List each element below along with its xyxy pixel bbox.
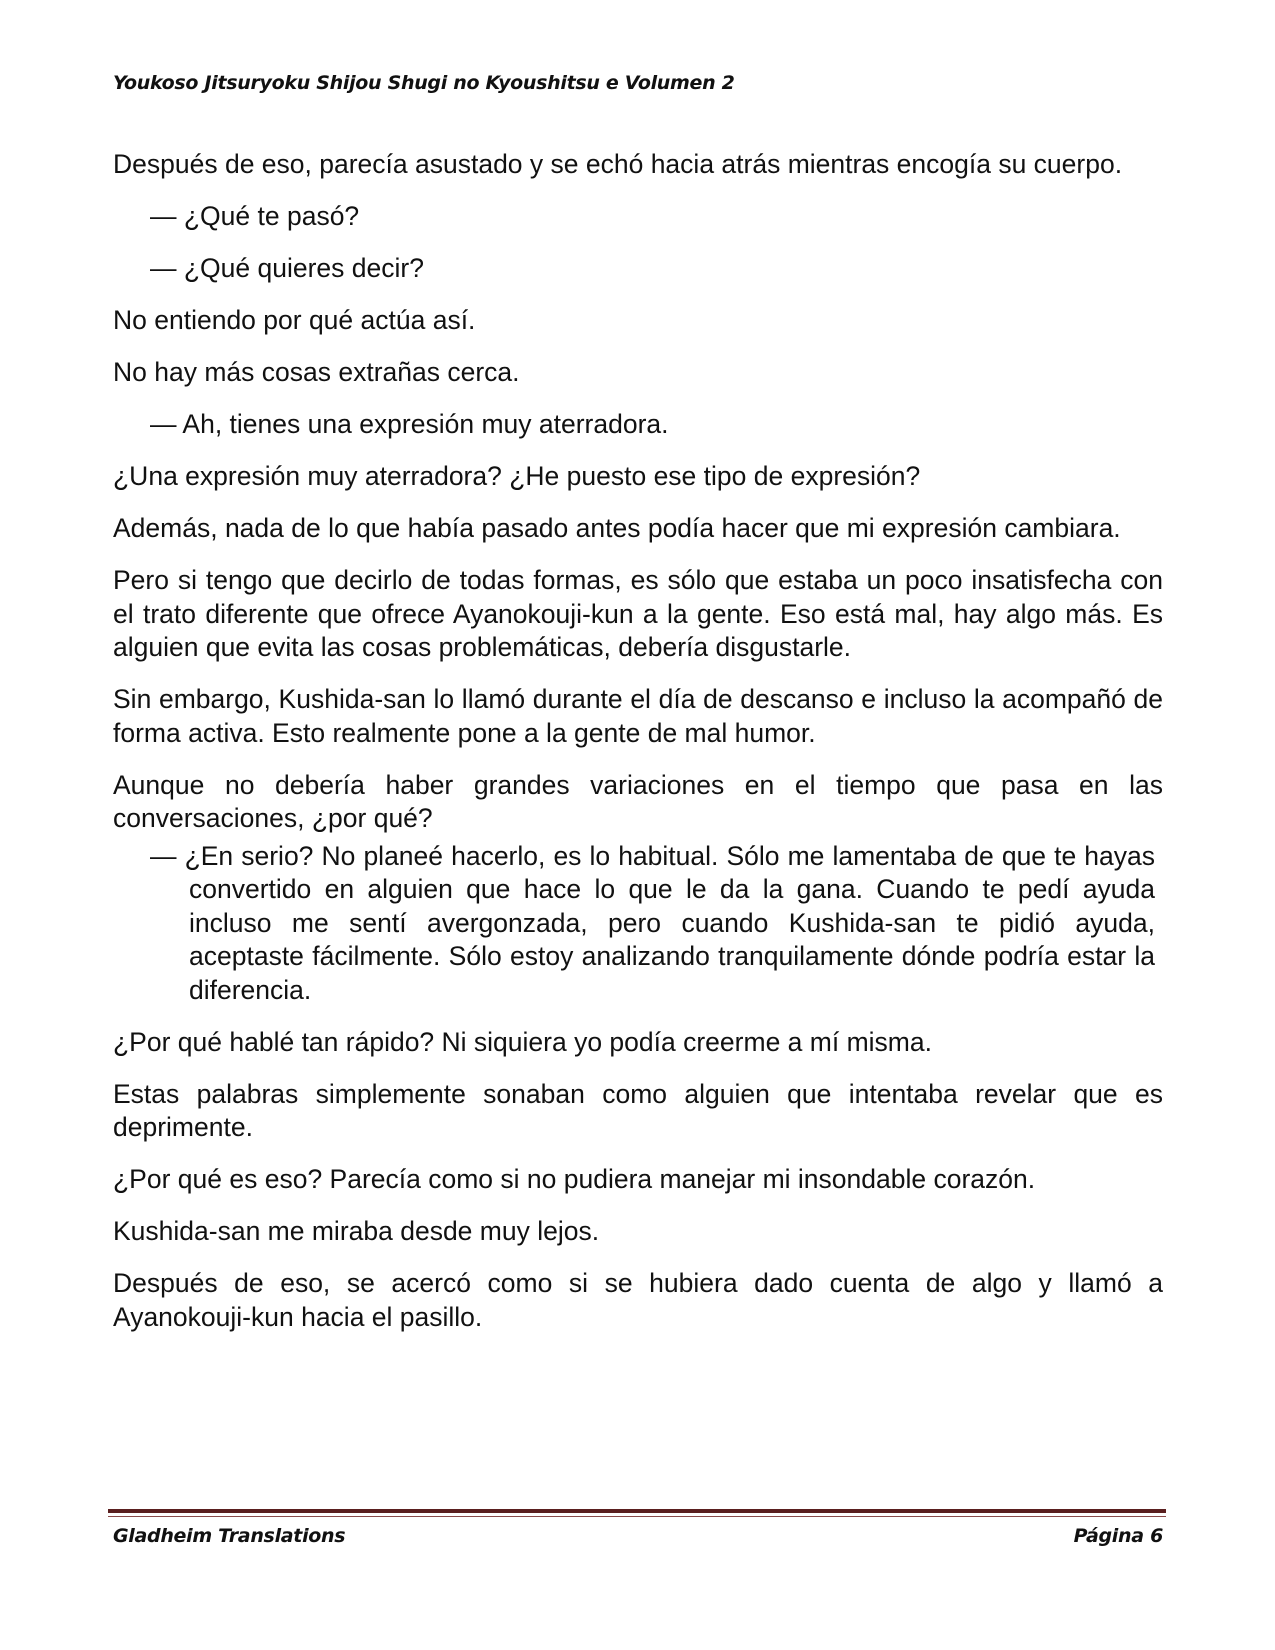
paragraph: Después de eso, se acercó como si se hubiera dado cuenta de algo y llamó a Ayanokouji-kun hacia el pasillo. [113, 1268, 1163, 1332]
paragraph: Después de eso, parecía asustado y se echó hacia atrás mientras encogía su cuerpo. [113, 149, 1123, 179]
page-number: Página 6 [1073, 1525, 1163, 1547]
paragraph: ¿Una expresión muy aterradora? ¿He puesto ese tipo de expresión? [113, 461, 921, 491]
dialogue-line: — Ah, tienes una expresión muy aterradora. [150, 409, 669, 439]
paragraph: ¿Por qué es eso? Parecía como si no pudiera manejar mi insondable corazón. [113, 1164, 1036, 1194]
paragraph: No entiendo por qué actúa así. [113, 305, 476, 335]
page-footer [113, 1525, 1163, 1547]
paragraph: Aunque no debería haber grandes variaciones en el tiempo que pasa en las conversaciones, ¿por qué? [113, 769, 1163, 833]
document-body [113, 148, 1163, 1353]
paragraph: Pero si tengo que decirlo de todas formas, es sólo que estaba un poco insatisfecha con el trato diferente que ofrece Ayanokouji-kun a la gente. Eso está mal, hay algo más. Es alguien que evita las cosas problemáticas, debería disgustarle. [113, 565, 1163, 662]
paragraph: Sin embargo, Kushida-san lo llamó durante el día de descanso e incluso la acompañó de forma activa. Esto realmente pone a la gente de mal humor. [113, 684, 1163, 748]
dialogue-block: — ¿En serio? No planeé hacerlo, es lo habitual. Sólo me lamentaba de que te hayas convertido en alguien que hace lo que le da la gana. Cuando te pedí ayuda incluso me sentí avergonzada, pero cuando Kushida-san te pidió ayuda, aceptaste fácilmente. Sólo estoy analizando tranquilamente dónde podría estar la diferencia. [150, 840, 1155, 1005]
paragraph: No hay más cosas extrañas cerca. [113, 357, 520, 387]
footer-credit: Gladheim Translations [113, 1525, 346, 1547]
paragraph: Estas palabras simplemente sonaban como alguien que intentaba revelar que es deprimente. [113, 1078, 1163, 1142]
paragraph: ¿Por qué hablé tan rápido? Ni siquiera yo podía creerme a mí misma. [113, 1026, 932, 1057]
paragraph: Además, nada de lo que había pasado antes podía hacer que mi expresión cambiara. [113, 513, 1121, 543]
paragraph: Kushida-san me miraba desde muy lejos. [113, 1216, 600, 1246]
footer-divider [108, 1509, 1166, 1513]
footer-divider-thin [108, 1516, 1166, 1517]
dialogue-line: — ¿Qué te pasó? [150, 201, 360, 231]
page-header-title: Youkoso Jitsuryoku Shijou Shugi no Kyoushitsu e Volumen 2 [113, 72, 735, 94]
dialogue-line: — ¿Qué quieres decir? [150, 253, 424, 283]
